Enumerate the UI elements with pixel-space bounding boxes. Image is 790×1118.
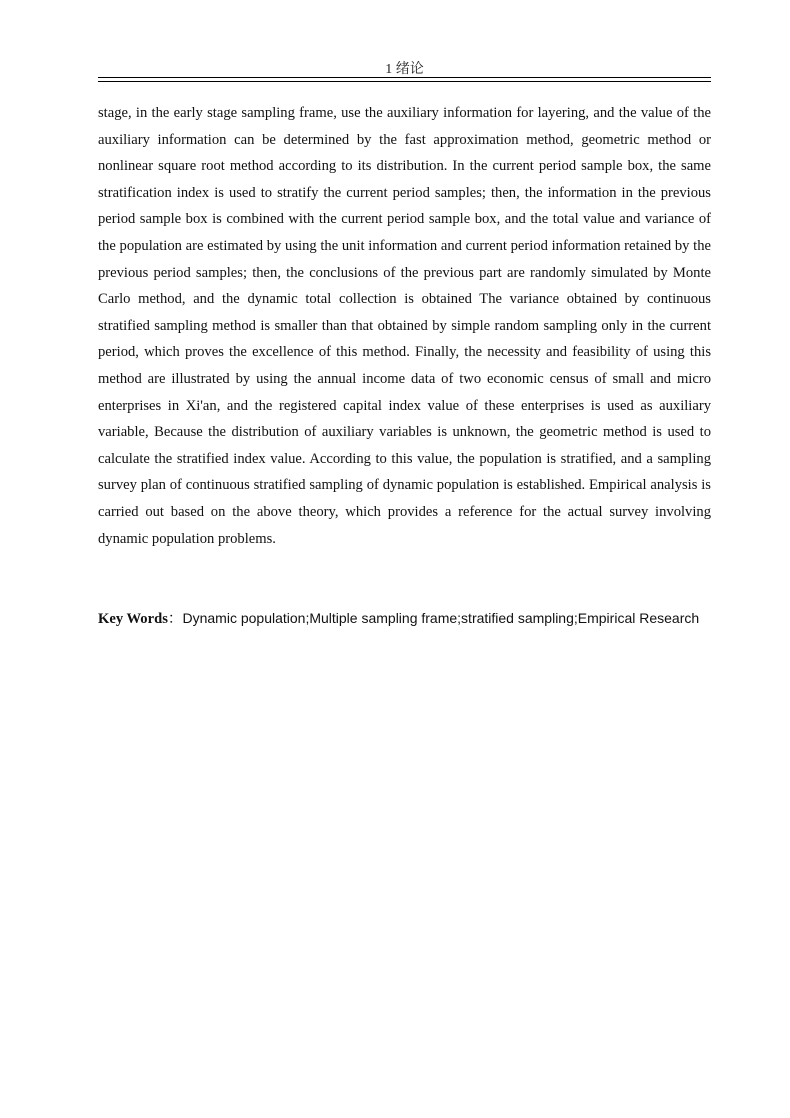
keywords-label: Key Words [98,611,168,627]
header-rule-thick [98,77,711,78]
keywords-separator: ： [167,611,183,627]
running-header: 1 绪论 [385,62,424,77]
keywords-line [98,603,711,635]
keywords-text: Dynamic population;Multiple sampling frame;stratified sampling;Empirical Research [182,610,700,626]
header-rule-thin [98,81,711,82]
abstract-paragraph: stage, in the early stage sampling frame, use the auxiliary information for layering, and the value of the auxiliary information can be determined by the fast approximation method, geometric method or nonlinear square root method according to its distribution. In the current period sample box, the same stratification index is used to stratify the current period samples; then, the information in the previous period sample box is combined with the current period sample box, and the total value and variance of the population are estimated by using the unit information and current period information retained by the previous period samples; then, the conclusions of the previous part are randomly simulated by Monte Carlo method, and the dynamic total collection is obtained The variance obtained by continuous stratified sampling method is smaller than that obtained by simple random sampling only in the current period, which proves the excellence of this method. Finally, the necessity and feasibility of using this method are illustrated by using the annual income data of two economic census of small and micro enterprises in Xi'an, and the registered capital index value of these enterprises is used as auxiliary variable, Because the distribution of auxiliary variables is unknown, the geometric method is used to calculate the stratified index value. According to this value, the population is stratified, and a sampling survey plan of continuous stratified sampling of dynamic population is established. Empirical analysis is carried out based on the above theory, which provides a reference for the actual survey involving dynamic population problems. [98,105,711,547]
